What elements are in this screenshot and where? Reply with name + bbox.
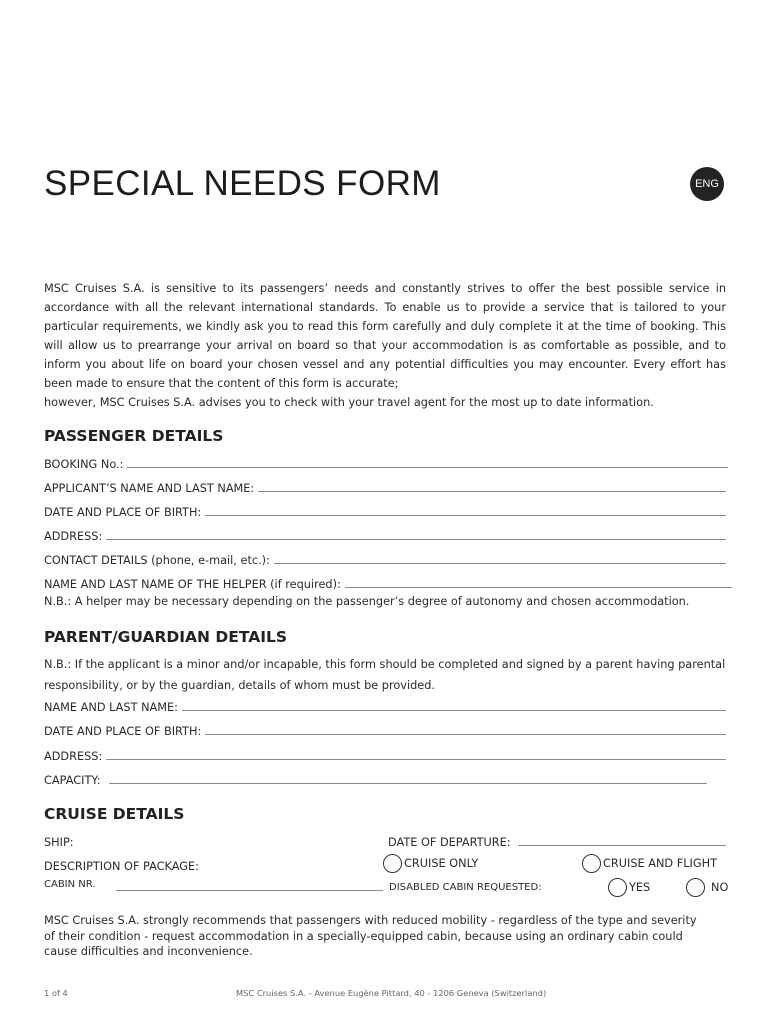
cabin-nr-label: CABIN NR. (44, 879, 96, 890)
guardian-address-line[interactable] (106, 758, 726, 760)
reduced-mobility-recommendation: MSC Cruises S.A. strongly recommends that passengers with reduced mobility - regardless of the type and severity of their condition - request accommodation in a specially-equipped cabin, because using an ordinary cabin could cause difficulties and inconvenience. (44, 914, 697, 958)
cruise-flight-label: CRUISE AND FLIGHT (603, 857, 717, 870)
contact-details-line[interactable] (274, 562, 726, 564)
applicant-address-field[interactable] (44, 527, 726, 543)
disabled-cabin-label: DISABLED CABIN REQUESTED: (389, 882, 542, 893)
guardian-note: N.B.: If the applicant is a minor and/or incapable, this form should be completed and signed by a parent having parental responsibility, or by the guardian, details of whom must be provided. (44, 658, 726, 692)
guardian-birth-label: DATE AND PLACE OF BIRTH: (44, 725, 202, 738)
applicant-birth-line[interactable] (205, 514, 726, 516)
guardian-details-heading: PARENT/GUARDIAN DETAILS (44, 628, 288, 646)
helper-name-line[interactable] (345, 586, 732, 588)
applicant-birth-field[interactable] (44, 503, 726, 519)
language-badge: ENG (690, 167, 724, 201)
cruise-flight-radio[interactable] (582, 854, 601, 873)
intro-text (44, 279, 726, 412)
disabled-cabin-yes-option[interactable] (608, 878, 650, 897)
contact-details-field[interactable] (44, 551, 726, 567)
applicant-address-line[interactable] (106, 538, 726, 540)
applicant-address-label: ADDRESS: (44, 530, 103, 543)
intro-last-line: however, MSC Cruises S.A. advises you to check with your travel agent for the most up to date information. (44, 396, 654, 409)
cruise-only-radio[interactable] (383, 854, 402, 873)
footer-address: MSC Cruises S.A. - Avenue Eugène Pittard, 40 - 1206 Geneva (Switzerland) (236, 988, 547, 998)
applicant-name-label: APPLICANT’S NAME AND LAST NAME: (44, 482, 255, 495)
ship-field[interactable] (44, 833, 374, 849)
guardian-capacity-field[interactable] (44, 771, 707, 787)
cabin-nr-line[interactable] (116, 890, 383, 891)
passenger-details-heading: PASSENGER DETAILS (44, 427, 224, 445)
applicant-birth-label: DATE AND PLACE OF BIRTH: (44, 506, 202, 519)
contact-details-label: CONTACT DETAILS (phone, e-mail, etc.): (44, 554, 270, 567)
disabled-cabin-yes-radio[interactable] (608, 878, 627, 897)
booking-no-line[interactable] (127, 466, 728, 468)
disabled-cabin-no-radio[interactable] (686, 878, 705, 897)
page-number: 1 of 4 (44, 988, 68, 998)
departure-date-line[interactable] (518, 844, 726, 846)
guardian-address-field[interactable] (44, 747, 726, 763)
disabled-cabin-yes-label: YES (629, 881, 651, 894)
disabled-cabin-no-label: NO (711, 881, 729, 894)
booking-no-field[interactable] (44, 455, 728, 471)
cruise-only-label: CRUISE ONLY (404, 857, 479, 870)
disabled-cabin-no-option[interactable] (686, 878, 728, 897)
guardian-address-label: ADDRESS: (44, 750, 103, 763)
ship-label: SHIP: (44, 836, 74, 849)
applicant-name-field[interactable] (44, 479, 726, 495)
guardian-name-label: NAME AND LAST NAME: (44, 701, 178, 714)
cruise-only-option[interactable] (383, 854, 478, 873)
package-field (44, 857, 344, 873)
helper-name-field[interactable] (44, 575, 732, 591)
departure-date-label: DATE OF DEPARTURE: (388, 836, 511, 849)
package-label: DESCRIPTION OF PACKAGE: (44, 860, 199, 873)
helper-note: N.B.: A helper may be necessary depending on the passenger’s degree of autonomy and chosen accommodation. (44, 595, 690, 608)
guardian-birth-field[interactable] (44, 722, 726, 738)
guardian-capacity-label: CAPACITY: (44, 774, 101, 787)
guardian-name-field[interactable] (44, 698, 726, 714)
page-title: SPECIAL NEEDS FORM (44, 164, 441, 203)
guardian-birth-line[interactable] (205, 733, 726, 735)
guardian-name-line[interactable] (182, 709, 726, 711)
guardian-capacity-line[interactable] (109, 782, 707, 784)
cruise-details-heading: CRUISE DETAILS (44, 805, 185, 823)
departure-date-field[interactable] (388, 833, 726, 849)
booking-no-label: BOOKING No.: (44, 458, 124, 471)
cruise-flight-option[interactable] (582, 854, 717, 873)
applicant-name-line[interactable] (258, 490, 726, 492)
helper-name-label: NAME AND LAST NAME OF THE HELPER (if required): (44, 578, 341, 591)
intro-paragraph: MSC Cruises S.A. is sensitive to its passengers’ needs and constantly strives to offer the best possible service in accordance with all the relevant international standards. To enable us to provide a service that is tailored to your particular requirements, we kindly ask you to read this form carefully and duly complete it at the time of booking. This will allow us to prearrange your arrival on board so that your accommodation is as comfortable as possible, and to inform you about life on board your chosen vessel and any potential difficulties you may encounter. Every effort has been made to ensure that the content of this form is accurate; (44, 282, 726, 390)
